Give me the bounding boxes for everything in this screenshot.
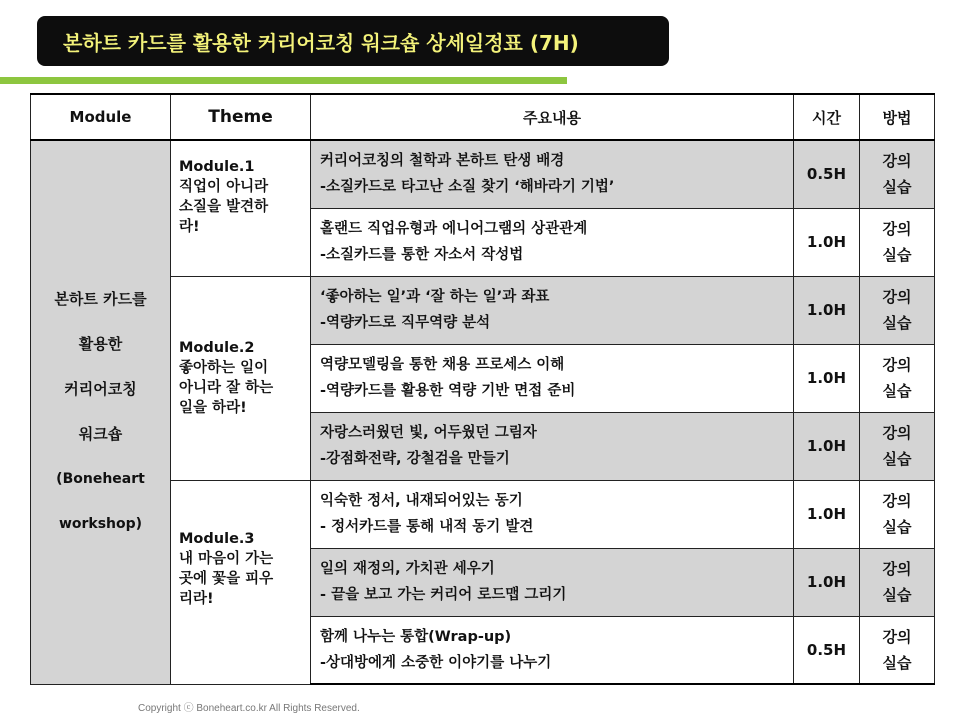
- time-cell: 1.0H: [794, 344, 860, 412]
- content-cell: [311, 412, 794, 480]
- theme-cell-module-1: [171, 140, 311, 276]
- module-label-line: 커리어코칭: [64, 380, 137, 399]
- theme-line: 리라!: [179, 590, 214, 607]
- content-sub: - 끝을 보고 가는 커리어 로드맵 그리기: [320, 587, 567, 603]
- method-cell: [860, 548, 935, 616]
- content-cell: [311, 480, 794, 548]
- method-cell: [860, 276, 935, 344]
- content-main: 익숙한 정서, 내재되어있는 동기: [320, 493, 523, 509]
- theme-title: Module.1: [179, 159, 255, 175]
- header-method: 방법: [860, 94, 935, 140]
- content-main: 자랑스러웠던 빛, 어두웠던 그림자: [320, 425, 537, 441]
- method-line: 실습: [882, 518, 912, 536]
- time-cell: 1.0H: [794, 276, 860, 344]
- theme-cell-module-3: [171, 480, 311, 684]
- theme-line: 내 마음이 가는: [179, 550, 274, 567]
- theme-line: 일을 하라!: [179, 400, 247, 416]
- header-module: Module: [31, 94, 171, 140]
- header-content: 주요내용: [311, 94, 794, 140]
- method-cell: [860, 480, 935, 548]
- method-line: 실습: [882, 586, 912, 604]
- content-cell: [311, 548, 794, 616]
- content-cell: [311, 344, 794, 412]
- method-line: 실습: [882, 653, 912, 672]
- content-sub: -역량카드를 활용한 역량 기반 면접 준비: [320, 383, 576, 399]
- header-time: 시간: [794, 94, 860, 140]
- theme-line: 좋아하는 일이: [179, 360, 269, 376]
- content-main: 일의 재정의, 가치관 세우기: [320, 561, 495, 577]
- method-line: 강의: [882, 424, 912, 442]
- content-main: 역량모델링을 통한 채용 프로세스 이해: [320, 357, 565, 373]
- module-cell: [31, 140, 171, 684]
- theme-line: 직업이 아니라: [179, 179, 269, 195]
- theme-line: 곳에 꽃을 피우: [179, 570, 274, 587]
- accent-bar: [0, 77, 567, 84]
- schedule-table: [30, 93, 935, 685]
- header-theme: Theme: [171, 94, 311, 140]
- module-label-line: (Boneheart: [56, 471, 145, 488]
- page-title: 본하트 카드를 활용한 커리어코칭 워크숍 상세일정표 (7H): [63, 30, 579, 55]
- module-label-line: 워크숍: [78, 425, 123, 444]
- theme-title: Module.2: [179, 340, 255, 356]
- content-sub: -소질카드로 타고난 소질 찾기 ‘해바라기 기법’: [320, 179, 615, 196]
- time-cell: 0.5H: [794, 616, 860, 684]
- content-sub: -역량카드로 직무역량 분석: [320, 315, 491, 331]
- method-line: 실습: [882, 246, 912, 264]
- module-label-line: 활용한: [78, 335, 123, 354]
- method-cell: [860, 412, 935, 480]
- time-cell: 1.0H: [794, 208, 860, 276]
- method-line: 강의: [882, 152, 912, 171]
- time-cell: 0.5H: [794, 140, 860, 208]
- method-line: 강의: [882, 288, 912, 306]
- method-cell: [860, 616, 935, 684]
- content-sub: -강점화전략, 강철검을 만들기: [320, 451, 510, 467]
- content-main: ‘좋아하는 일’과 ‘잘 하는 일’과 좌표: [320, 289, 550, 305]
- content-main: 함께 나누는 통합(Wrap-up): [320, 628, 512, 645]
- copyright-footer: Copyright ⓒ Boneheart.co.kr All Rights Reserved.: [138, 703, 360, 714]
- method-line: 강의: [882, 560, 912, 578]
- table-header-row: [31, 94, 935, 140]
- method-cell: [860, 140, 935, 208]
- content-cell: [311, 140, 794, 208]
- content-main: 커리어코칭의 철학과 본하트 탄생 배경: [320, 153, 565, 170]
- module-label-line: 본하트 카드를: [54, 290, 147, 309]
- content-sub: -소질카드를 통한 자소서 작성법: [320, 247, 524, 263]
- content-sub: -상대방에게 소중한 이야기를 나누기: [320, 654, 552, 671]
- content-cell: [311, 276, 794, 344]
- time-cell: 1.0H: [794, 480, 860, 548]
- method-line: 실습: [882, 450, 912, 468]
- method-line: 실습: [882, 178, 912, 197]
- theme-line: 아니라 잘 하는: [179, 380, 274, 396]
- method-line: 강의: [882, 220, 912, 238]
- theme-line: 소질을 발견하: [179, 199, 269, 215]
- method-line: 강의: [882, 356, 912, 374]
- module-label-line: workshop): [58, 516, 143, 533]
- content-main: 홀랜드 직업유형과 에니어그램의 상관관계: [320, 221, 588, 237]
- method-line: 실습: [882, 382, 912, 400]
- method-line: 강의: [882, 492, 912, 510]
- method-cell: [860, 208, 935, 276]
- time-cell: 1.0H: [794, 548, 860, 616]
- table-row: [31, 140, 935, 208]
- method-line: 강의: [882, 627, 912, 646]
- title-banner: [37, 16, 669, 66]
- method-line: 실습: [882, 314, 912, 332]
- content-sub: - 정서카드를 통해 내적 동기 발견: [320, 519, 534, 535]
- time-cell: 1.0H: [794, 412, 860, 480]
- content-cell: [311, 208, 794, 276]
- theme-cell-module-2: [171, 276, 311, 480]
- content-cell: [311, 616, 794, 684]
- theme-line: 라!: [179, 219, 200, 235]
- method-cell: [860, 344, 935, 412]
- theme-title: Module.3: [179, 530, 255, 547]
